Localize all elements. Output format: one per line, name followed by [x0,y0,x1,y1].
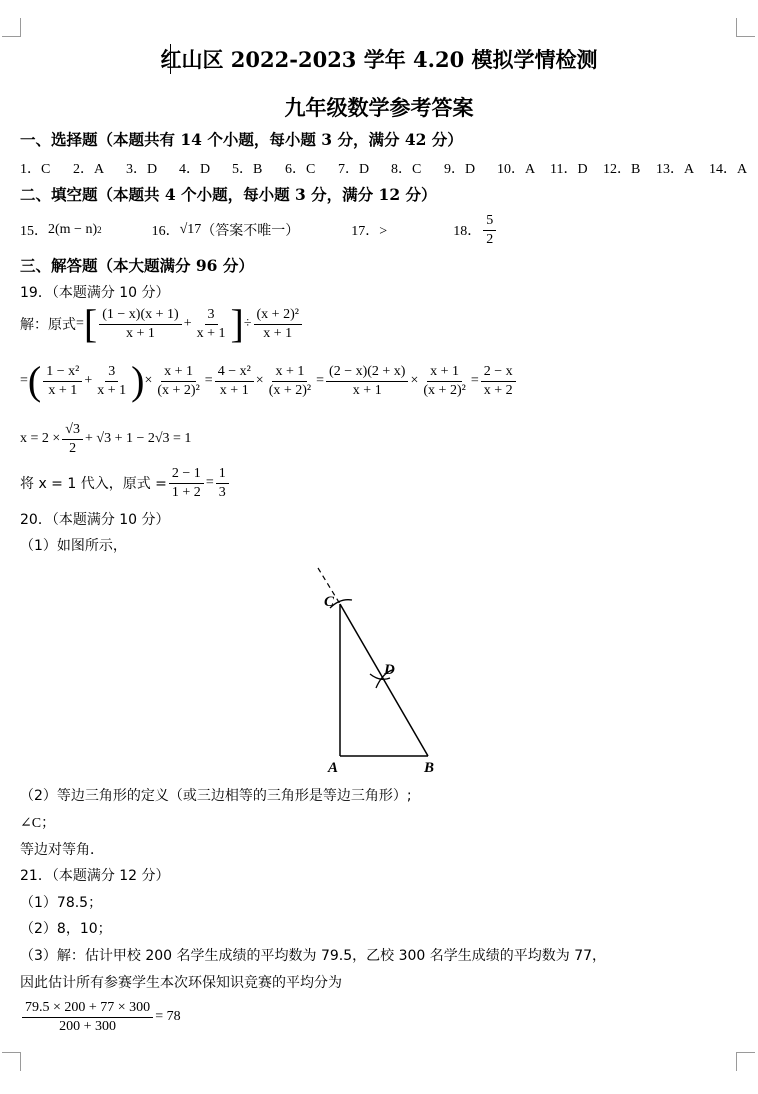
q16-note: （答案不唯一） [201,223,300,239]
q19-line1-prefix: 解：原式 [20,317,76,333]
corner-mark-bottom-right [736,1052,755,1071]
segment-cb [340,604,428,756]
choice-answer: 10．A [497,162,536,177]
fraction-numerator: (2 − x)(2 + x) [326,363,408,382]
q20-part3: ∠C； [20,816,56,831]
section-choice-heading: 一、选择题（本题共有 14 个小题，每小题 3 分，满分 42 分） [20,130,463,149]
q21-part1: （1）78.5； [20,895,103,911]
choice-answers [20,158,749,178]
q16-answer: √17 [179,222,202,237]
q20-part2: （2）等边三角形的定义（或三边相等的三角形是等边三角形）; [20,788,412,804]
q19-line1: 解：原式 = [ $\frac{(1 - x)(x + 1)}{x + 1}$ + $\frac{3}{x + 1}$ ] ÷ $\frac{\text{(x + 2)²}}{x + 1}$ [20,303,304,345]
fraction-denominator: x + 1 [126,325,155,341]
choice-answer: 12．B [603,162,641,177]
fraction-denominator: (x + 2)² [268,382,312,398]
fraction-numerator: 2 − 1 [169,465,204,484]
q15-number: 15． [20,224,48,239]
fraction-denominator: x + 1 [196,325,226,341]
choice-answer: 11．D [550,162,588,177]
fraction-denominator: x + 1 [48,382,78,398]
q19-line3-suffix: + √3 + 1 − 2√3 = 1 [84,431,192,446]
q20-part1: （1）如图所示， [20,538,127,554]
equals-sign: = [205,475,214,490]
fraction-numerator: x + 1 [161,363,196,382]
label-point-a: A [328,760,339,776]
fraction-numerator: 3 [205,306,218,325]
choice-answer: 1．C [20,162,51,177]
left-paren: ( [27,358,42,403]
choice-answer: 3．D [126,162,158,177]
q21-part4: 因此估计所有参赛学生本次环保知识竞赛的平均分为 [20,975,342,991]
right-bracket: ] [230,301,244,346]
fraction-denominator: 200 + 300 [59,1018,117,1034]
q20-header: 20．（本题满分 10 分） [20,512,170,528]
fraction-denominator: (x + 2)² [423,382,466,398]
q19-line3-prefix: x = 2 × [20,431,61,446]
fraction-denominator: x + 2 [483,382,513,398]
label-point-b: B [424,760,435,776]
fraction-denominator: 3 [218,484,226,500]
triangle-diagram [300,562,450,780]
fraction-numerator: 1 [216,465,229,484]
q21-calculation [20,996,181,1038]
fill-answers [20,212,498,248]
fraction-denominator: x + 1 [352,382,382,398]
q18-number: 18． [453,224,482,239]
q19-line2: = ( $\frac{\text{1 − x²}}{x + 1}$ + $\frac{3}{x + 1}$ ) × $\frac{x + 1}{\text{(x + 2)²}}$ = $\frac{\text{4 − x²}}{x + 1}$ × $\frac{x + 1}{\text{(x + 2)²}}$ = $\frac{(2 - x)(2 + x)}{x + 1}$ × $\frac{x + 1}{\text{(x + 2)²}}$ = $\frac{2 - x}{x + 2}$ [20,360,518,402]
document-title: 红山区 2022-2023 学年 4.20 模拟学情检测 [160,47,598,72]
q21-header: 21．（本题满分 12 分） [20,868,170,884]
corner-mark-top-right [736,18,755,37]
choice-answer: 8．C [391,162,422,177]
q19-line4 [20,462,231,504]
q20-part4: 等边对等角． [20,842,104,858]
fraction-numerator: 4 − x² [215,363,254,382]
fraction-denominator: x + 1 [97,382,127,398]
fraction-denominator: 1 + 2 [171,484,201,500]
fraction-numerator: x + 1 [272,363,307,382]
corner-mark-top-left [2,18,21,37]
fraction-numerator: (x + 2)² [254,306,302,325]
q15-answer: 2(m − n) [48,222,98,237]
left-bracket: [ [83,301,98,346]
choice-answer: 5．B [232,162,263,177]
choice-answer: 9．D [444,162,476,177]
choice-answer: 7．D [338,162,370,177]
right-paren: ) [131,358,145,403]
q19-line4-prefix: 将 x = 1 代入，原式 = [20,476,167,492]
section-fill-heading: 二、填空题（本题共 4 个小题，每小题 3 分，满分 12 分） [20,185,437,204]
fraction-numerator: (1 − x)(x + 1) [99,306,181,325]
q19-header: 19．（本题满分 10 分） [20,285,170,301]
label-point-c: C [324,594,335,610]
q18-fraction [483,212,496,249]
fraction-denominator: x + 1 [263,325,293,341]
q21-part3: （3）解：估计甲校 200 名学生成绩的平均数为 79.5，乙校 300 名学生成绩的平均数为 77， [20,948,607,964]
q17-answer: 17．> [351,224,388,239]
document-subtitle: 九年级数学参考答案 [284,95,474,120]
fraction-denominator: x + 1 [219,382,249,398]
fraction-numerator: √3 [62,421,83,440]
fraction-numerator: 2 − x [481,363,516,382]
choice-answer: 13．A [656,162,695,177]
choice-answer: 2．A [73,162,105,177]
choice-answer: 6．C [285,162,316,177]
label-point-d: D [384,662,395,678]
q18-denominator: 2 [486,231,494,247]
section-solve-heading: 三、解答题（本大题满分 96 分） [20,256,254,275]
q16-number: 16． [151,224,180,239]
q21-result: = 78 [155,1009,181,1024]
fraction-numerator: 1 − x² [43,363,82,382]
corner-mark-bottom-left [2,1052,21,1071]
q18-numerator: 5 [483,212,496,231]
fraction-numerator: 3 [105,363,118,382]
q19-line3 [20,418,191,460]
q21-part2: （2）8，10； [20,921,112,937]
choice-answer: 14．A [709,162,748,177]
fraction-denominator: (x + 2)² [157,382,200,398]
fraction-numerator: x + 1 [427,363,462,382]
fraction-numerator: 79.5 × 200 + 77 × 300 [22,999,153,1018]
q15-exponent: 2 [97,225,102,235]
fraction-denominator: 2 [69,440,77,456]
choice-answer: 4．D [179,162,211,177]
